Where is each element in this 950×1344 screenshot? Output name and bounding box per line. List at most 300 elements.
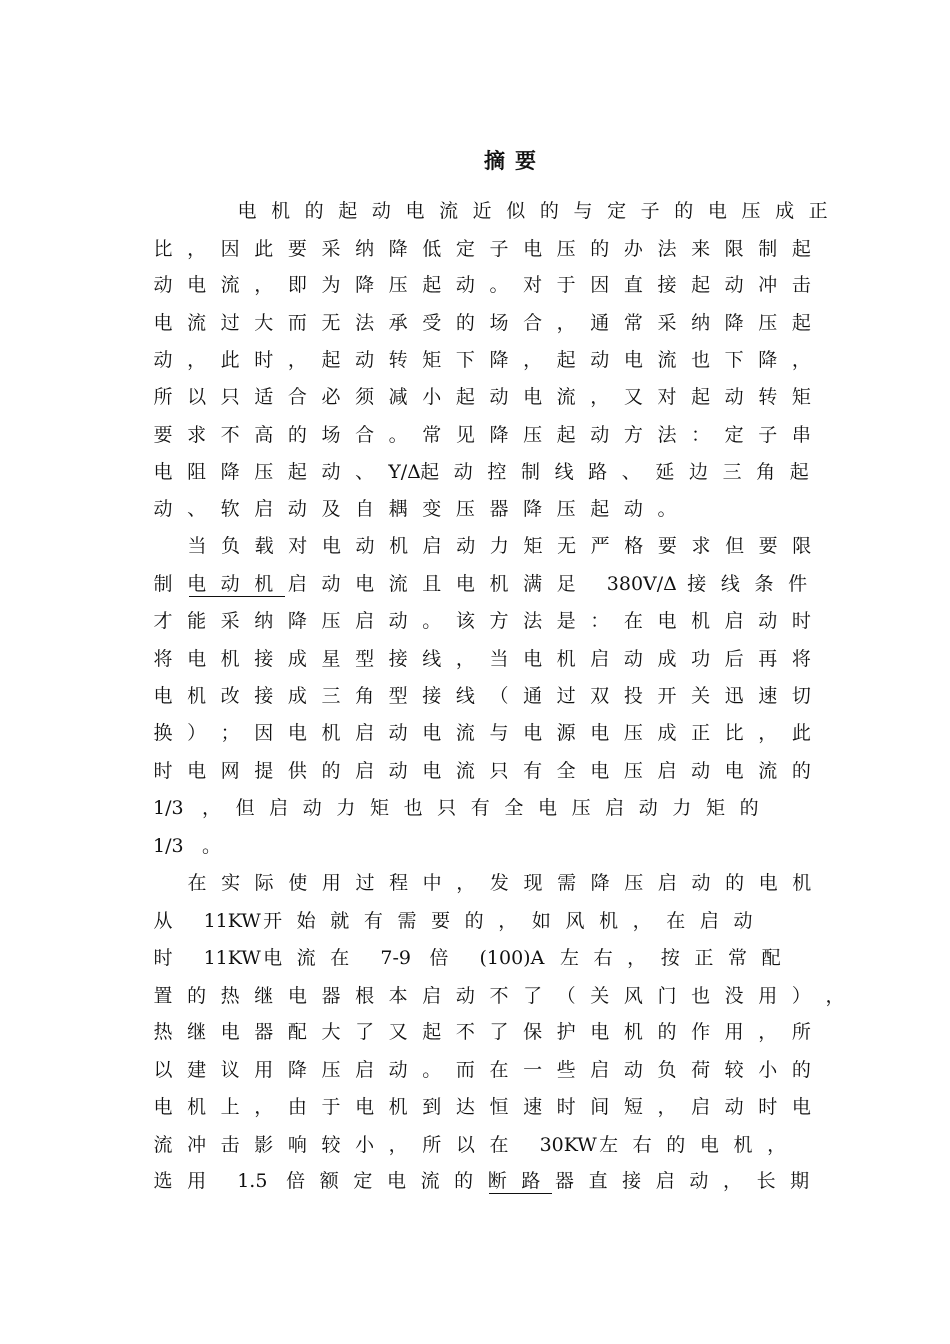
text-char: 电 (791, 1096, 811, 1118)
text-char: 定 (724, 424, 744, 446)
text-char: 因 (254, 722, 274, 744)
text-char: 件 (788, 573, 808, 595)
text-char: 配 (287, 1021, 307, 1043)
text-char: 此 (791, 722, 811, 744)
text-char: 启 (422, 535, 442, 557)
text-char: 、 (187, 498, 207, 520)
text-char: 三 (321, 685, 341, 707)
text-char: 门 (657, 985, 677, 1007)
text-char: 机 (388, 1096, 408, 1118)
text-char: 起 (556, 424, 576, 446)
text-char: 的 (321, 760, 341, 782)
text-char: 控 (487, 461, 507, 483)
text-char: 而 (287, 312, 307, 334)
text-char: 的 (464, 910, 484, 932)
text-char: ， (455, 648, 475, 670)
text-char: 时 (153, 947, 173, 969)
text-char: 网 (220, 760, 240, 782)
text-char: ， (767, 1134, 787, 1156)
text-char: 配 (761, 947, 781, 969)
text-char: 压 (556, 498, 576, 520)
text-char: 制 (758, 238, 778, 260)
text-char: 机 (321, 722, 341, 744)
text-char: 电 (287, 722, 307, 744)
text-char: 热 (220, 985, 240, 1007)
text-char: ， (388, 1134, 408, 1156)
text-char: 降 (355, 274, 375, 296)
text-char: 风 (565, 910, 585, 932)
text-char: 因 (220, 238, 240, 260)
text-char: 起 (321, 349, 341, 371)
text-char: 。 (422, 610, 442, 632)
text-char: 路 (588, 461, 608, 483)
text-char: 路 (521, 1170, 541, 1192)
text-char: 型 (355, 648, 375, 670)
text-char: 现 (523, 872, 543, 894)
text-char: 力 (489, 535, 509, 557)
text-char: 流 (388, 573, 408, 595)
text-char: 的 (455, 312, 475, 334)
text-char: 法 (657, 238, 677, 260)
text-char: 启 (355, 1059, 375, 1081)
text-char: 常 (623, 312, 643, 334)
text-char: 起 (455, 386, 475, 408)
text-char: 矩 (523, 535, 543, 557)
text-char: 大 (254, 312, 274, 334)
text-char: 动 (153, 498, 173, 520)
text-char: ， (187, 238, 207, 260)
text-char: 小 (422, 386, 442, 408)
text-char: 线 (720, 573, 740, 595)
text-char: 机 (187, 685, 207, 707)
text-char: 较 (724, 1059, 744, 1081)
text-char: 三 (722, 461, 742, 483)
text-char: 电 (153, 461, 173, 483)
text-char: 启 (655, 1170, 675, 1192)
text-char: 启 (657, 872, 677, 894)
text-char: 起 (420, 461, 440, 483)
text-char: 起 (287, 461, 307, 483)
text-char: 但 (725, 535, 745, 557)
text-char: 流 (657, 349, 677, 371)
text-char: 际 (254, 872, 274, 894)
text-char: 按 (660, 947, 680, 969)
text-char: 成 (657, 648, 677, 670)
text-char: 边 (688, 461, 708, 483)
text-char: 成 (657, 722, 677, 744)
text-char: 如 (531, 910, 551, 932)
text-char: 流 (439, 200, 459, 222)
text-char: 所 (422, 1134, 442, 1156)
text-char: 降 (388, 238, 408, 260)
text-char: 机 (254, 573, 274, 595)
text-char: 受 (422, 312, 442, 334)
text-char: 纳 (691, 312, 711, 334)
text-char: 一 (523, 1059, 543, 1081)
text-char: ， (627, 947, 647, 969)
text-char: 将 (153, 648, 173, 670)
text-char: 定 (455, 238, 475, 260)
text-char: 将 (791, 648, 811, 670)
text-char: ， (722, 1170, 742, 1192)
text-char: 恒 (489, 1096, 509, 1118)
text-char: 矩 (791, 386, 811, 408)
text-char: ， (758, 1021, 778, 1043)
text-run: (100)A (479, 947, 545, 969)
text-char: 些 (556, 1059, 576, 1081)
text-char: 启 (699, 910, 719, 932)
text-char: 通 (523, 685, 543, 707)
text-char: 击 (220, 1134, 240, 1156)
text-char: 没 (724, 985, 744, 1007)
text-char: 似 (506, 200, 526, 222)
text-char: 启 (657, 760, 677, 782)
text-char: 在 (666, 910, 686, 932)
text-char: 流 (420, 1170, 440, 1192)
text-char: ； (220, 722, 240, 744)
text-char: 低 (422, 238, 442, 260)
text-char: ， (791, 349, 811, 371)
text-char: 右 (593, 947, 613, 969)
text-char: 要 (657, 535, 677, 557)
text-char: 以 (455, 1134, 475, 1156)
text-char: 电 (187, 648, 207, 670)
text-char: 动 (153, 349, 173, 371)
text-char: 电 (523, 238, 543, 260)
text-char: ） (187, 722, 207, 744)
text-char: 动 (689, 1170, 709, 1192)
text-char: 求 (691, 535, 711, 557)
text-char: 电 (523, 722, 543, 744)
text-char: 也 (691, 349, 711, 371)
text-char: 动 (321, 573, 341, 595)
text-char: 程 (389, 872, 409, 894)
text-char: 于 (321, 1096, 341, 1118)
text-char: 电 (523, 386, 543, 408)
text-char: 时 (758, 1096, 778, 1118)
text-char: 载 (254, 535, 274, 557)
text-char: 风 (623, 985, 643, 1007)
text-char: 、 (621, 461, 641, 483)
text-char: 动 (733, 910, 753, 932)
text-char: 动 (453, 461, 473, 483)
text-char: ， (287, 349, 307, 371)
text-char: 启 (355, 610, 375, 632)
text-char: 接 (657, 274, 677, 296)
text-char: 接 (254, 685, 274, 707)
text-char: 电 (237, 200, 257, 222)
text-char: 于 (556, 274, 576, 296)
text-char: 电 (590, 1021, 610, 1043)
text-char: 起 (691, 386, 711, 408)
text-char: 只 (220, 386, 240, 408)
text-char: 压 (321, 610, 341, 632)
text-char: 合 (355, 424, 375, 446)
text-char: 达 (455, 1096, 475, 1118)
text-char: 击 (791, 274, 811, 296)
text-char: 该 (455, 610, 475, 632)
text-char: 需 (557, 872, 577, 894)
text-char: ， (201, 797, 221, 819)
text-char: 见 (455, 424, 475, 446)
text-char: 压 (556, 238, 576, 260)
text-char: 时 (791, 610, 811, 632)
text-char: 。 (388, 424, 408, 446)
text-char: 子 (640, 200, 660, 222)
text-char: 电 (537, 797, 557, 819)
text-char: 因 (590, 274, 610, 296)
text-char: 机 (220, 648, 240, 670)
text-char: 近 (472, 200, 492, 222)
text-char: 角 (355, 685, 375, 707)
text-char: 负 (657, 1059, 677, 1081)
text-char: 电 (523, 648, 543, 670)
text-char: 办 (623, 238, 643, 260)
text-char: ， (556, 312, 576, 334)
text-char: 机 (733, 1134, 753, 1156)
text-char: 压 (254, 461, 274, 483)
text-char: 降 (489, 349, 509, 371)
text-char: 的 (590, 238, 610, 260)
text-char: 大 (321, 1021, 341, 1043)
text-char: 流 (220, 274, 240, 296)
text-char: 采 (321, 238, 341, 260)
text-char: 正 (808, 200, 828, 222)
text-char: 再 (758, 648, 778, 670)
text-char: 要 (153, 424, 173, 446)
text-char: 以 (187, 386, 207, 408)
text-char: 。 (489, 274, 509, 296)
text-char: 降 (523, 498, 543, 520)
text-char: 倍 (429, 947, 449, 969)
text-char: 减 (388, 386, 408, 408)
text-char: 正 (694, 947, 714, 969)
text-char: 成 (775, 200, 795, 222)
text-char: 动 (302, 797, 322, 819)
text-char: 动 (456, 535, 476, 557)
text-char: 置 (153, 985, 173, 1007)
text-char: 动 (724, 274, 744, 296)
text-run: 1.5 (237, 1170, 268, 1192)
text-char: 压 (741, 200, 761, 222)
text-char: 且 (422, 573, 442, 595)
text-char: 采 (657, 312, 677, 334)
text-char: 纳 (254, 610, 274, 632)
text-char: 能 (187, 610, 207, 632)
text-char: 的 (674, 200, 694, 222)
text-char: 议 (220, 1059, 240, 1081)
text-char: 动 (220, 573, 240, 595)
text-char: 压 (571, 797, 591, 819)
text-char: 根 (355, 985, 375, 1007)
text-char: 动 (623, 1059, 643, 1081)
text-char: 正 (691, 722, 711, 744)
text-char: 电 (263, 947, 283, 969)
text-char: 。 (201, 835, 221, 857)
text-char: 。 (657, 498, 677, 520)
text-char: 由 (287, 1096, 307, 1118)
text-char: 动 (724, 1096, 744, 1118)
text-char: 小 (758, 1059, 778, 1081)
text-char: 的 (725, 872, 745, 894)
text-char: 机 (389, 535, 409, 557)
text-char: 供 (287, 760, 307, 782)
text-char: 压 (758, 312, 778, 334)
text-char: 在 (489, 1059, 509, 1081)
text-run: 30KW (539, 1134, 597, 1156)
text-run: 380V/Δ (606, 573, 677, 595)
text-char: 右 (632, 1134, 652, 1156)
text-char: 流 (153, 1134, 173, 1156)
text-char: 继 (254, 985, 274, 1007)
text-char: 启 (269, 797, 289, 819)
text-char: 耦 (388, 498, 408, 520)
text-char: 所 (791, 1021, 811, 1043)
text-char: 电 (355, 1096, 375, 1118)
text-char: 关 (590, 985, 610, 1007)
text-char: 降 (287, 1059, 307, 1081)
text-char: 启 (724, 610, 744, 632)
text-char: 较 (321, 1134, 341, 1156)
text-char: 要 (431, 910, 451, 932)
text-char: 降 (758, 349, 778, 371)
text-char: ， (657, 1096, 677, 1118)
text-char: 就 (330, 910, 350, 932)
text-char: 启 (287, 573, 307, 595)
text-char: 与 (573, 200, 593, 222)
text-char: 起 (422, 1021, 442, 1043)
text-char: 才 (153, 610, 173, 632)
text-char: 启 (590, 648, 610, 670)
text-char: 到 (422, 1096, 442, 1118)
text-char: 比 (724, 722, 744, 744)
text-char: 始 (296, 910, 316, 932)
text-char: 但 (235, 797, 255, 819)
text-char: 电 (623, 349, 643, 371)
text-char: ） (791, 985, 811, 1007)
text-char: 场 (321, 424, 341, 446)
text-char: ， (254, 1096, 274, 1118)
text-char: 要 (287, 238, 307, 260)
text-char: 电 (455, 573, 475, 595)
text-char: 此 (220, 349, 240, 371)
text-char: 电 (657, 610, 677, 632)
text-char: 保 (523, 1021, 543, 1043)
text-char: 的 (539, 200, 559, 222)
text-char: 动 (388, 1059, 408, 1081)
text-char: 又 (623, 386, 643, 408)
text-char: 接 (422, 685, 442, 707)
text-char: 定 (353, 1170, 373, 1192)
text-char: 速 (523, 1096, 543, 1118)
text-char: 器 (554, 1170, 574, 1192)
text-char: 开 (657, 685, 677, 707)
text-char: 线 (455, 685, 475, 707)
text-char: 提 (254, 760, 274, 782)
text-char: 速 (758, 685, 778, 707)
text-char: ： (691, 424, 711, 446)
text-char: 合 (523, 312, 543, 334)
text-char: 的 (657, 1021, 677, 1043)
text-char: 后 (724, 648, 744, 670)
text-char: 动 (623, 498, 643, 520)
text-char: 继 (187, 1021, 207, 1043)
text-char: 过 (556, 685, 576, 707)
text-char: 所 (153, 386, 173, 408)
text-char: 过 (355, 872, 375, 894)
text-char: 动 (724, 386, 744, 408)
text-char: 场 (489, 312, 509, 334)
text-char: 此 (254, 238, 274, 260)
text-char: 动 (489, 386, 509, 408)
text-char: 需 (397, 910, 417, 932)
text-char: 而 (455, 1059, 475, 1081)
text-char: 无 (321, 312, 341, 334)
text-char: 电 (405, 200, 425, 222)
text-char: 源 (556, 722, 576, 744)
text-char: 压 (455, 498, 475, 520)
text-char: 压 (624, 872, 644, 894)
text-char: 关 (691, 685, 711, 707)
underline (489, 1193, 552, 1194)
text-char: 当 (489, 648, 509, 670)
text-char: 动 (590, 424, 610, 446)
text-char: 改 (220, 685, 240, 707)
text-char: 机 (792, 872, 812, 894)
text-char: 热 (153, 1021, 173, 1043)
text-char: （ (489, 685, 509, 707)
text-char: 压 (321, 1059, 341, 1081)
text-char: 动 (638, 797, 658, 819)
text-char: 直 (588, 1170, 608, 1192)
text-char: 作 (691, 1021, 711, 1043)
text-char: 电 (590, 760, 610, 782)
text-char: 流 (455, 722, 475, 744)
text-char: 投 (623, 685, 643, 707)
text-char: 转 (388, 349, 408, 371)
text-char: 用 (758, 985, 778, 1007)
text-char: 降 (220, 461, 240, 483)
text-char: 适 (254, 386, 274, 408)
text-char: 护 (556, 1021, 576, 1043)
text-char: 高 (254, 424, 274, 446)
text-char: 来 (691, 238, 711, 260)
text-char: 采 (220, 610, 240, 632)
text-char: 降 (724, 312, 744, 334)
text-char: 机 (623, 1021, 643, 1043)
text-char: ， (456, 872, 476, 894)
text-char: 动 (388, 610, 408, 632)
text-char: 启 (355, 760, 375, 782)
text-char: 的 (739, 797, 759, 819)
text-char: 在 (187, 872, 207, 894)
text-char: 须 (355, 386, 375, 408)
text-char: 电 (758, 872, 778, 894)
text-char: 无 (557, 535, 577, 557)
text-char: 压 (523, 424, 543, 446)
text-char: 机 (187, 1096, 207, 1118)
text-char: 在 (330, 947, 350, 969)
text-char: 。 (422, 1059, 442, 1081)
text-char: 矩 (422, 349, 442, 371)
text-char: 方 (489, 610, 509, 632)
text-char: 启 (590, 1059, 610, 1081)
text-char: 起 (338, 200, 358, 222)
text-char: 常 (727, 947, 747, 969)
text-char: 本 (388, 985, 408, 1007)
text-char: ， (523, 349, 543, 371)
text-char: 型 (388, 685, 408, 707)
